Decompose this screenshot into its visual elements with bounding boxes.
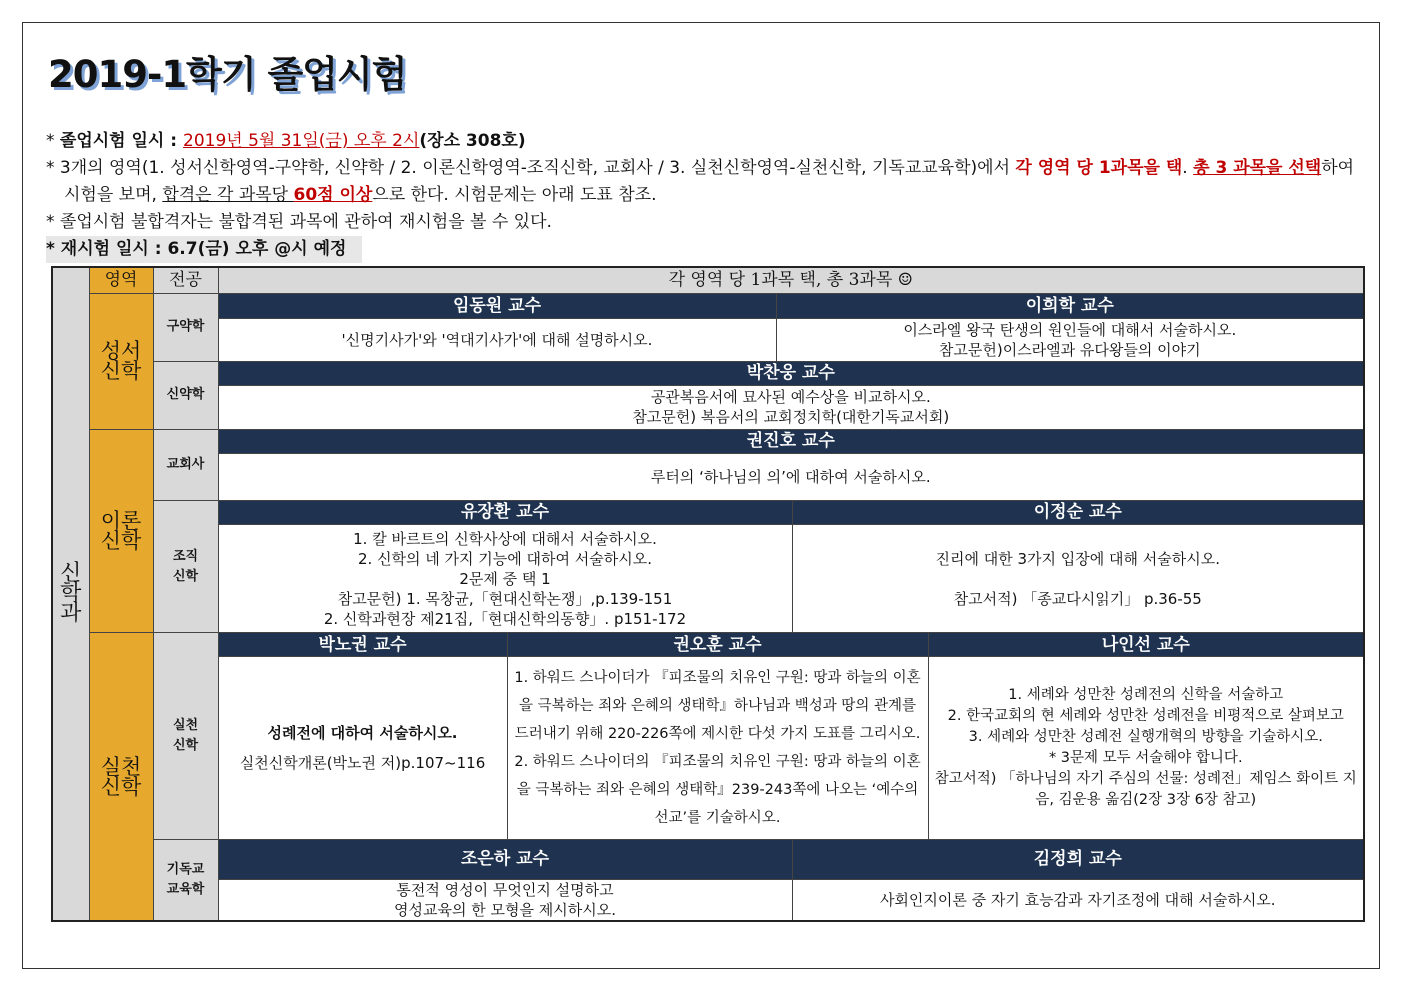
note-rule-highlight-3: 60점 이상 <box>293 185 373 205</box>
note-rule-highlight-1: 각 영역 당 1과목을 택 <box>1015 158 1183 178</box>
exam-notes <box>46 128 1362 263</box>
page-title: 2019-1학기 졸업시험 <box>48 53 407 96</box>
note-date-label: 졸업시험 일시 : <box>59 131 183 151</box>
major-practical: 실천 신학 <box>153 633 218 839</box>
prof-practical-3: 나인선 교수 <box>928 633 1364 657</box>
major-nt: 신약학 <box>153 361 218 429</box>
major-church-history: 교회사 <box>153 429 218 500</box>
question-church-history: 루터의 ‘하나님의 의’에 대하여 서술하시오. <box>218 453 1364 500</box>
prof-practical-1: 박노권 교수 <box>218 633 507 657</box>
prof-christian-ed-1: 조은하 교수 <box>218 839 792 879</box>
question-practical-1: 성례전에 대하여 서술하시오. 실천신학개론(박노권 저)p.107~116 <box>218 657 507 839</box>
prof-systematic-2: 이정순 교수 <box>792 500 1364 524</box>
prof-systematic-1: 유장환 교수 <box>218 500 792 524</box>
major-systematic: 조직 신학 <box>153 500 218 632</box>
question-christian-ed-2: 사회인지이론 중 자기 효능감과 자기조정에 대해 서술하시오. <box>792 879 1364 921</box>
prof-ot-1: 임동원 교수 <box>218 293 776 318</box>
question-systematic-1: 1. 칼 바르트의 신학사상에 대해서 서술하시오. 2. 신학의 네 가지 기능에 대하여 서술하시오. 2문제 중 택 1 참고문헌) 1. 목창균,「현대신학논쟁」,p.139-151 2. 신학과현장 제21집,「현대신학의동향」. p151-172 <box>218 525 792 633</box>
note-exam-date: * 졸업시험 일시 : 2019년 5월 31일(금) 오후 2시(장소 308호) <box>46 131 526 151</box>
prof-ot-2: 이희학 교수 <box>776 293 1364 318</box>
note-retest-date: * 재시험 일시 : 6.7(금) 오후 @시 예정 <box>46 236 362 263</box>
major-ot: 구약학 <box>153 293 218 361</box>
note-retest-rule: * 졸업시험 불합격자는 불합격된 과목에 관하여 재시험을 볼 수 있다. <box>46 212 552 232</box>
question-ot-2: 이스라엘 왕국 탄생의 원인들에 대해서 서술하시오. 참고문헌)이스라엘과 유다왕들의 이야기 <box>776 318 1364 361</box>
prof-church-history: 권진호 교수 <box>218 429 1364 453</box>
note-date-place: (장소 308호) <box>419 131 526 151</box>
prof-nt: 박찬웅 교수 <box>218 361 1364 385</box>
question-practical-2: 1. 하워드 스나이더가 『피조물의 치유인 구원: 땅과 하늘의 이혼을 극복하는 죄와 은혜의 생태학』하나님과 백성과 땅의 관계를 드러내기 위해 220-226쪽에 제시한 다섯 가지 도표를 그리시오. 2. 하워드 스나이더의 『피조물의 치유인 구원: 땅과 하늘의 이혼을 극복하는 죄와 은혜의 생태학』239-243쪽에 나오는 ‘예수의 선교’를 기술하시오. <box>507 657 928 839</box>
question-practical-3: 1. 세례와 성만찬 성례전의 신학을 서술하고 2. 한국교회의 현 세례와 성만찬 성례전을 비평적으로 살펴보고 3. 세례와 성만찬 성례전 실행개혁의 방향을 기술하시오. * 3문제 모두 서술해야 합니다. 참고서적) 「하나님의 자기 주심의 선물: 성례전」제임스 화이트 지음, 김운용 옮김(2장 3장 6장 참고) <box>928 657 1364 839</box>
exam-table <box>51 266 1365 922</box>
area-practice: 실천 신학 <box>89 633 153 921</box>
area-bible: 성서 신학 <box>89 293 153 429</box>
question-ot-1: '신명기사가'와 '역대기사가'에 대해 설명하시오. <box>218 318 776 361</box>
dept-label: 신 학 과 <box>52 267 89 921</box>
question-nt: 공관복음서에 묘사된 예수상을 비교하시오. 참고문헌) 복음서의 교회정치학(대한기독교서회) <box>218 385 1364 429</box>
note-exam-rules: * 3개의 영역(1. 성서신학영역-구약학, 신약학 / 2. 이론신학영역-조직신학, 교회사 / 3. 실천신학영역-실천신학, 기독교교육학)에서 각 영역 당 1과목을 택. 총 3 과목을 선택하여 시험을 보며, 합격은 각 과목당 60점 이상으로 한다. 시험문제는 아래 도표 참조. <box>46 158 1355 205</box>
prof-practical-2: 권오훈 교수 <box>507 633 928 657</box>
note-date-value: 2019년 5월 31일(금) 오후 2시 <box>183 131 420 151</box>
prof-christian-ed-2: 김정희 교수 <box>792 839 1364 879</box>
major-christian-ed: 기독교 교육학 <box>153 839 218 921</box>
question-systematic-2: 진리에 대한 3가지 입장에 대해 서술하시오. 참고서적) 「종교다시읽기」 p.36-55 <box>792 525 1364 633</box>
header-area: 영역 <box>89 267 153 293</box>
header-major: 전공 <box>153 267 218 293</box>
question-christian-ed-1: 통전적 영성이 무엇인지 설명하고 영성교육의 한 모형을 제시하시오. <box>218 879 792 921</box>
header-title: 각 영역 당 1과목 택, 총 3과목 ☺ <box>218 267 1364 293</box>
area-theory: 이론 신학 <box>89 429 153 632</box>
note-rule-highlight-2: 총 3 과목을 선택 <box>1193 158 1322 178</box>
